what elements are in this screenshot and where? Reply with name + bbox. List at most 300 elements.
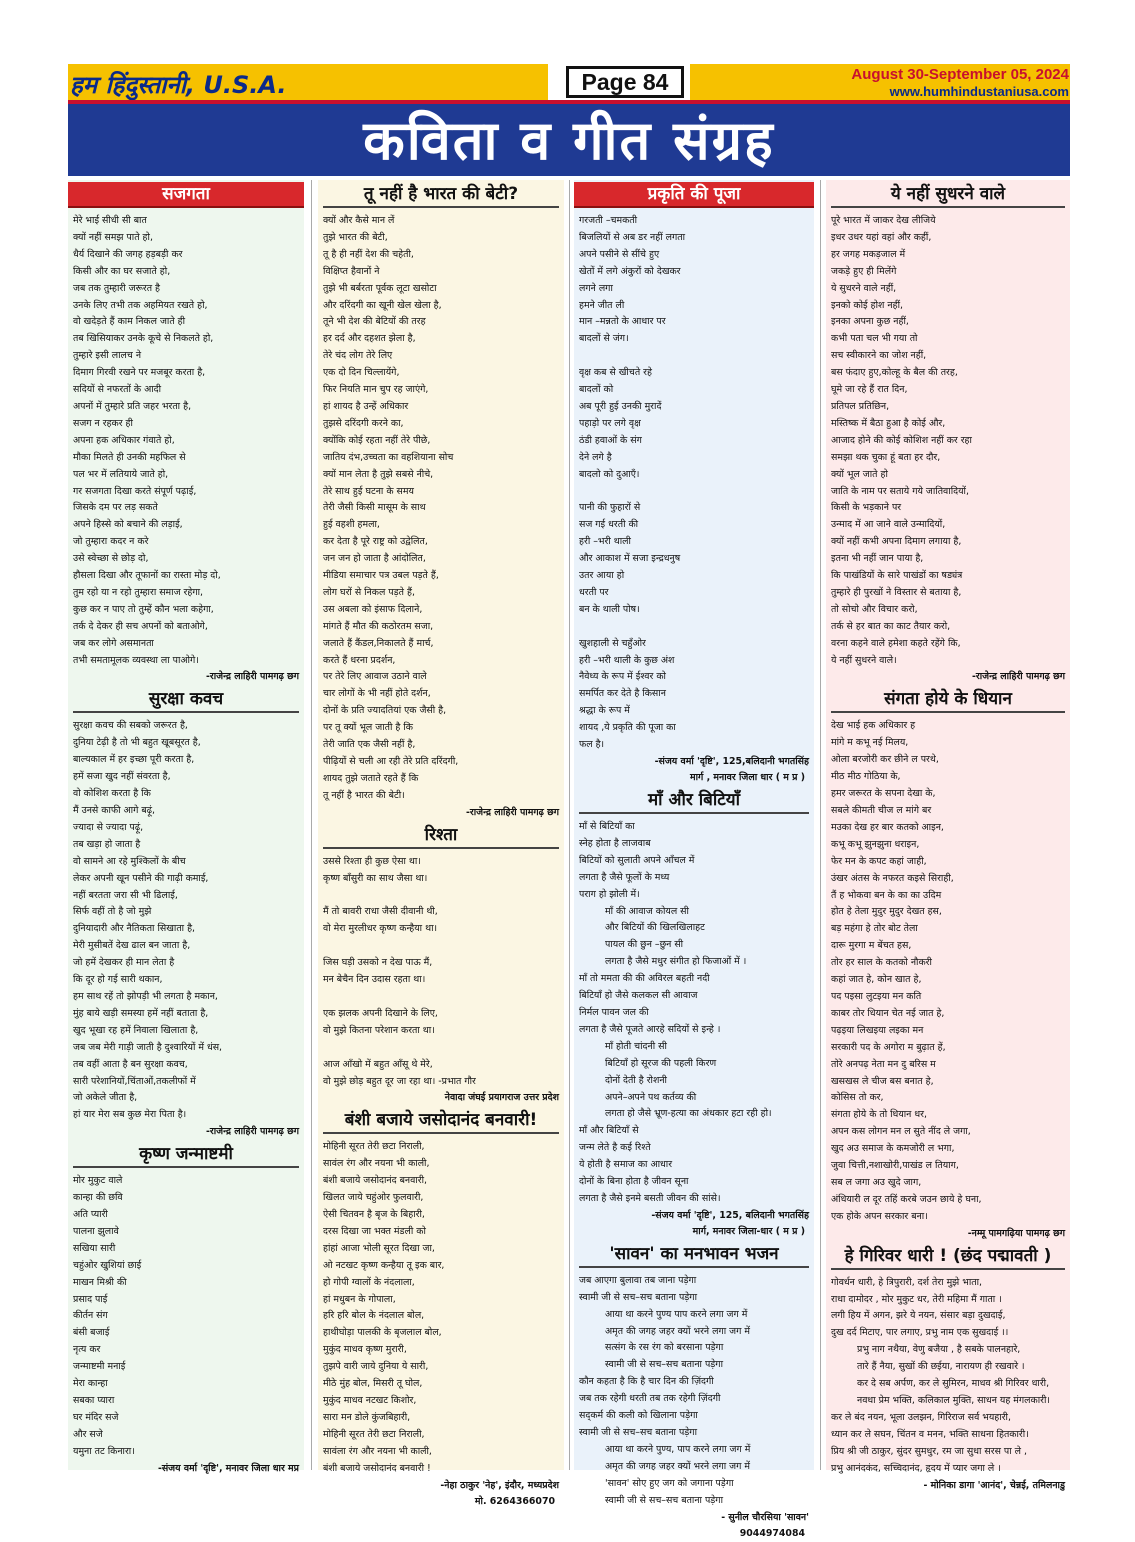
poem-line: वृक्ष कब से खीचते रहे <box>579 367 652 379</box>
poem-line: मुकुंद माधव कृष्ण मुरारी, <box>323 1344 407 1356</box>
page-number: Page 84 <box>566 66 684 98</box>
poem-line: मैं तो बावरी राधा जैसी दीवानी थी, <box>323 906 438 918</box>
column-4 <box>826 180 1070 1491</box>
poem-line: सजग न रहकर ही <box>73 417 133 429</box>
poem-line: हां शायद है उन्हें अधिकार <box>323 400 409 412</box>
poem-line: तब खिसियाकर उनके कूचे से निकलते हो, <box>73 333 214 345</box>
poem-line: जो अकेले जीता है, <box>73 1092 138 1104</box>
poem-line: मैं उनसे काफी आगे बढ़ूं, <box>73 805 155 816</box>
poem-line: उंखर अंतस के नफरत कइसे सिराही, <box>831 872 954 884</box>
poem-line: सरकारी पद के अगोरा म बुढ़ात हें, <box>831 1041 946 1053</box>
poem-line: संगता होये के तो धियान धर, <box>831 1109 927 1121</box>
poem-line: तू नहीं है भारत की बेटी। <box>323 789 405 801</box>
poem-line: शायद ,ये प्रकृति की पूजा का <box>579 722 676 734</box>
poem-line: बिटियाँ हो जैसे कलकल सी आवाज <box>579 990 698 1002</box>
poem-line: गर सजगता दिखा करते संपूर्ण पढ़ाई, <box>73 485 197 497</box>
poem-line: ये नहीं सुधरने वाले। <box>831 654 897 666</box>
poem-line: तो सोचो और विचार करो, <box>831 603 918 615</box>
poem-author: -नेहा ठाकुर 'नेह', इंदौर, मध्यप्रदेश <box>440 1479 559 1491</box>
poem-line: हरी –भरी थाली <box>579 536 631 548</box>
poem-line: किसी के भड़काने पर <box>831 502 902 514</box>
poem-line: ओ नटखट कृष्ण कन्हैया तू इक बार, <box>323 1259 445 1271</box>
poem-line <box>323 1040 559 1057</box>
poem-line: और दरिंदगी का खूनी खेल खेला है, <box>323 299 442 311</box>
poem-line: जब तक रहेगी धरती तब तक रहेगी ज़िंदगी <box>579 1393 721 1405</box>
poem-line: लगता है जैसे मधुर संगीत हो फिजाओं में । <box>605 956 747 968</box>
website-url[interactable]: www.humhindustaniusa.com <box>889 84 1069 99</box>
poem-line: सच स्वीकारने का जोश नहीं, <box>831 350 927 362</box>
poem-body <box>831 718 1065 1225</box>
poem-line: दोनों के प्रति ज्यादतियां एक जैसी है, <box>323 705 447 717</box>
poem-line: जब आएगा बुलावा तब जाना पड़ेगा <box>579 1274 697 1286</box>
poem-line: खुद भूखा रह हमें निवाला खिलाता है, <box>73 1024 199 1036</box>
poem-line: आजाद होने की कोई कोशिश नहीं कर रहा <box>831 434 972 446</box>
poem-line: खसखस ले चीज बस बनात हे, <box>831 1075 934 1087</box>
poem-line: वो खदेड़ते हैं काम निकल जाते ही <box>73 316 186 328</box>
poem-line: मुकुंद माधव नटखट किशोर, <box>323 1395 417 1406</box>
poem-line: देने लगे है <box>579 451 612 463</box>
poem-line: प्रसाद पाई <box>73 1293 108 1305</box>
poem-line: शायद तुझे जताते रहते हैं कि <box>323 772 419 784</box>
poem-line: पर तेरे लिए आवाज उठाने वाले <box>323 671 427 683</box>
poem-line: खुशहाली से चहुँओर <box>579 637 646 649</box>
poem-line: दुनिया टेढ़ी है तो भी बहुत खूबसूरत है, <box>73 737 201 749</box>
poem-line: मीडिया समाचार पत्र उबल पड़ते हैं, <box>323 570 439 582</box>
poem-author: - मोनिका डागा 'आनंद', चेन्नई, तमिलनाडु <box>923 1479 1065 1491</box>
poem-line: बंशी बजाये जसोदानंद बनवारी ! <box>323 1462 431 1474</box>
poem-line: ज्यादा से ज्यादा पढ़ूं, <box>73 821 144 833</box>
poem-line: मीठे मुंह बोल, मिसरी तू घोल, <box>323 1378 423 1390</box>
poem-line: क्यों नहीं समझ पाते हो, <box>73 231 153 243</box>
poem-line: दारू मुरगा म बेंचत हस, <box>831 940 912 952</box>
poem-line: कर ले बंद नयन, भूला उलझन, गिरिराज सर्व भयहारी, <box>831 1411 1011 1423</box>
poem-line: इनका अपना कुछ नहीं, <box>831 316 909 328</box>
poem-line: लगता है जैसे फूलों के मध्य <box>579 871 670 883</box>
poem-line: सावंला रंग और नयना भी काली, <box>323 1445 432 1457</box>
poem-line: आया था करने पुण्य पाप करने लगा जग में <box>605 1308 748 1320</box>
poem-line: पढ़इया लिखइया लइका मन <box>831 1024 924 1036</box>
poem-line: समझा थक चुका हूं बता हर दौर, <box>831 451 941 463</box>
poem-line: स्नेह होता है लाजवाब <box>579 837 651 849</box>
poem-line: तुझपे वारी जाये दुनिया ये सारी, <box>323 1361 429 1373</box>
poem-line: हाथीघोड़ा पालकी के बृजलाल बोल, <box>323 1327 442 1339</box>
poem-line <box>579 619 809 636</box>
poem-line: मन बेचैन दिन उदास रहता था। <box>323 974 426 986</box>
poem-line: एक झलक अपनी दिखाने के लिए, <box>323 1007 438 1019</box>
poem-line: पूरे भारत में जाकर देख लीजिये <box>831 215 936 226</box>
poem-line: स्वामी जी से सच–सच बताना पड़ेगा <box>605 1494 724 1506</box>
poem-line: समर्पित कर देते है किसान <box>579 688 666 700</box>
poem-line: बिटियों को सुलाती अपने आँचल में <box>579 854 695 866</box>
poem-line: नृत्य कर <box>73 1344 101 1356</box>
poem-line: कर दे सब अर्पण, कर ले सुमिरन, माधव श्री गिरिवर धारी, <box>857 1378 1050 1390</box>
poem-line: कुछ कर न पाए तो तुम्हें कौन भला कहेगा, <box>73 603 214 615</box>
poem-author-address: मो. 6264366070 <box>474 1495 555 1507</box>
poem-line: कोसिस तो कर, <box>831 1092 884 1104</box>
poem-line: निर्मल पावन जल की <box>579 1006 649 1018</box>
column-2 <box>318 180 564 1507</box>
poem-author: -राजेन्द्र लाहिरी पामगढ़ छग <box>206 1126 299 1138</box>
poem-line: देख भाई हक अधिकार ह <box>831 720 916 732</box>
poem-line: जन्माष्टमी मनाई <box>73 1361 126 1373</box>
poem-line: काबर तोर धियान चेत नई जात हे, <box>831 1007 945 1019</box>
poem-line: और सजे <box>73 1428 103 1440</box>
poem-line: वो मुझे छोड़ बहुत दूर जा रहा था। -प्रभात गौर <box>323 1075 476 1087</box>
poem-line: एक दो दिन चिल्लायेंगे, <box>323 367 400 379</box>
poem-line: जिस घड़ी उसको न देख पाऊ मैं, <box>323 957 433 969</box>
poem-line: बिटियाँ हो सूरज की पहली किरण <box>605 1057 717 1069</box>
poem-line: श्रद्धा के रूप में <box>579 705 630 717</box>
poem-line: प्रभु नाग नथैया, वेणु बजैया , है सबके पालनहारे, <box>857 1344 1021 1356</box>
poem-line: उससे रिश्ता ही कुछ ऐसा था। <box>323 855 421 867</box>
poem-line: तू है ही नहीं देश की चहेती, <box>323 248 414 260</box>
poem-line: माँ से बिटियाँ का <box>579 821 635 832</box>
poem-line: तेरे साथ हुई घटना के समय <box>323 485 414 497</box>
poem-title: ये नहीं सुधरने वाले <box>831 182 1065 208</box>
poem-line: तर्क दे देकर ही सच अपनों को बताओगे, <box>73 620 208 632</box>
column-divider <box>311 180 312 1470</box>
poem-line: नवधा प्रेम भक्ति, कलिकाल मुक्ति, साधन यह मंगलकारी। <box>857 1395 1050 1406</box>
poem-line: लगी हिय में अगन, झरे ये नयन, संसार बड़ा दुखदाई, <box>831 1310 1006 1322</box>
section-banner: कविता व गीत संग्रह <box>68 104 1070 176</box>
poem-line: लगता हो जैसे भ्रूण-हत्या का अंधकार हटा रही हो। <box>605 1108 772 1120</box>
poem-line: जब तक तुम्हारी जरूरत है <box>73 282 161 294</box>
poem-line: तुम्हारे इसी लालच ने <box>73 350 142 362</box>
poem-body <box>831 213 1065 669</box>
poem-line: बादलों से जंग। <box>579 333 629 345</box>
poem-line: स्वामी जी से सच–सच बताना पड़ेगा <box>579 1291 698 1303</box>
poem-line: स्वामी जी से सच–सच बताना पड़ेगा <box>605 1359 724 1371</box>
poem-line: सबका प्यारा <box>73 1395 115 1406</box>
poem-author: -संजय वर्मा 'दृष्टि', मनावर जिला धार मप्र <box>157 1462 299 1474</box>
poem-line: जाति के नाम पर सताये गये जातिवादियों, <box>831 485 969 497</box>
poem-line: कृष्ण बाँसुरी का साथ जैसा था। <box>323 872 428 884</box>
poem-line: जो तुम्हारा कदर न करे <box>73 536 149 548</box>
poem-line <box>323 989 559 1006</box>
poem-line: माँ और बिटियाँ से <box>579 1125 639 1137</box>
poem-line: वो कोशिश करता है कि <box>73 788 151 800</box>
poem-line: जब जब मेरी गाड़ी जाती है दुश्वारियों में धंस, <box>73 1041 223 1053</box>
poem-line: बादलों को <box>579 384 614 396</box>
poem-line: क्यों मान लेता है तुझे सबसे नीचे, <box>323 468 434 480</box>
poem-line: मेरा कान्हा <box>73 1378 108 1390</box>
poem-line: अपने पसीने से सींचे हुए <box>579 248 660 260</box>
issue-date: August 30-September 05, 2024 <box>851 66 1069 83</box>
poem-title: हे गिरिवर धारी ! (छंद पद्मावती ) <box>831 1244 1065 1270</box>
poem-line: 'सावन' सोए हुए जग को जगाना पड़ेगा <box>605 1477 734 1489</box>
poem-line: खेतों में लगे अंकुरों को देखकर <box>579 265 681 277</box>
poem-line: चहुंओर खुशियां छाई <box>73 1259 142 1271</box>
poem-line: तब खड़ा हो जाता है <box>73 838 141 850</box>
poem-line: लगता है जैसे पूजते आरहे सदियों से इन्हे । <box>579 1023 721 1035</box>
poem-line: वो सामने आ रहे मुश्किलों के बीच <box>73 855 186 867</box>
poem-line: घर मंदिर सजे <box>73 1411 119 1423</box>
poem-line: अपने–अपने पथ कर्तव्य की <box>605 1091 697 1103</box>
poem-author: -राजेन्द्र लाहिरी पामगढ़ छग <box>466 806 559 818</box>
poem-line: जन जन हो जाता है आंदोलित, <box>323 553 426 565</box>
poem-line: हां यार मेरा सब कुछ मेरा पिता है। <box>73 1109 187 1121</box>
poem-line: दरस दिखा जा भक्त मंडली को <box>323 1225 426 1237</box>
poem-line: अंधियारी ल दूर तहिं करबे जउन छाये हे घना, <box>831 1193 982 1205</box>
poem-title: कृष्ण जन्माष्टमी <box>73 1142 299 1168</box>
poem-line: जब कर लोगे असमानता <box>73 637 154 649</box>
poem-line: ऐसी चितवन है बृज के बिहारी, <box>323 1209 425 1221</box>
poem-line: कान्हा की छवि <box>73 1192 123 1204</box>
poem-line: पल भर में लतियाये जाते हो, <box>73 468 169 480</box>
poem-line: उन्माद में आ जाने वाले उन्मादियों, <box>831 519 946 531</box>
poem-line: क्यों भूल जाते हो <box>831 468 888 480</box>
poem-line: उतर आया हो <box>579 570 625 582</box>
poem-line: मीठ मीठ गोठिया के, <box>831 771 901 783</box>
poem-author: -राजेन्द्र लाहिरी पामगढ़ छग <box>972 671 1065 683</box>
poem-title: तू नहीं है भारत की बेटी? <box>323 182 559 208</box>
poem-line: दोनों देती है रोशनी <box>605 1074 667 1086</box>
poem-line: तूने भी देश की बेटियों की तरह <box>323 316 426 328</box>
poem-line: हमने जीत ली <box>579 299 625 311</box>
poem-line: धैर्य दिखाने की जगह हड़बड़ी कर <box>73 248 183 260</box>
poem-line: कहां जात हे, कोन खात हे, <box>831 974 922 986</box>
poem-line: दुख दर्द मिटाए, पार लगाए, प्रभु नाम एक सुखदाई ।। <box>831 1327 1009 1339</box>
poem-line: सारी परेशानियों,चिंताओं,तकलीफों में <box>73 1075 196 1087</box>
poem-author-address: 9044974084 <box>739 1527 805 1539</box>
poem-line: पीढ़ियों से चली आ रही तेरे प्रति दरिंदगी, <box>323 756 459 767</box>
poem-line: क्योंकि कोई रहता नहीं तेरे पीछे, <box>323 434 431 446</box>
poem-line: कीर्तन संग <box>73 1310 108 1322</box>
poem-line: तुझे भारत की बेटी, <box>323 231 388 243</box>
poem-line: लगने लगा <box>579 282 613 294</box>
poem-line: मोहिनी सूरत तेरी छटा निराली, <box>323 1141 425 1153</box>
poem-line: कि पाखंडियों के सारे पाखंडों का षड्यंत्र <box>831 570 963 582</box>
poem-line: और बिटियों की खिलखिलाहट <box>605 922 705 934</box>
poem-line <box>579 484 809 501</box>
poem-body <box>323 213 559 805</box>
poem-line: गरजती –चमकती <box>579 215 638 226</box>
poem-line: तेरी जाति एक जैसी नहीं है, <box>323 739 416 751</box>
column-divider <box>820 180 821 1470</box>
poem-line: पालना झुलावे <box>73 1225 119 1237</box>
poem-body <box>323 854 559 1091</box>
poem-author-address: मार्ग , मनावर जिला धार ( म प्र ) <box>690 772 805 783</box>
poem-line: माँ तो ममता की की अविरल बहती नदी <box>579 973 710 985</box>
poem-line: तारे हैं नैया, सुखों की छईया, नारायण ही रखवारे । <box>857 1361 1025 1373</box>
poem-line: सावंल रंग और नयना भी काली, <box>323 1158 430 1170</box>
poem-line: बिजलियों से अब डर नहीं लगता <box>579 231 686 243</box>
poem-author: नेवादा जंघई प्रयागराज उत्तर प्रदेश <box>444 1092 559 1104</box>
poem-line: मस्तिष्क में बैठा हुआ है कोई और, <box>831 417 946 429</box>
poem-line: अपने हिस्से को बचाने की लड़ाई, <box>73 519 183 531</box>
poem-author: -संजय वर्मा 'दृष्टि', 125, बलिदानी भगतसिंह <box>651 1209 809 1221</box>
poem-line: मांगते हैं मौत की कठोरतम सजा, <box>323 620 434 632</box>
poem-line: एक होके अपन सरकार बना। <box>831 1210 928 1222</box>
poem-line: कौन कहता है कि है चार दिन की ज़िंदगी <box>579 1376 714 1388</box>
poem-line: जुवा चित्ती,नशाखोरी,पाखंड ल तियाग, <box>831 1160 959 1172</box>
poem-line: अपना हक अधिकार गंवाते हो, <box>73 434 175 446</box>
poem-line: तेरे चंद लोग तेरे लिए <box>323 350 393 362</box>
poem-line: हर जगह मकड़जाल में <box>831 248 906 260</box>
poem-line: अपन कस लोगन मन ल सुते नींद ले जगा, <box>831 1126 971 1138</box>
poem-line: जो हमें देखकर ही मान लेता है <box>73 957 175 969</box>
poem-line: बंशी बजाये जसोदानंद बनवारी, <box>323 1175 428 1187</box>
poem-line: बादलो को दुआएँ। <box>579 468 640 480</box>
poem-line: लेकर अपनी खून पसीने की गाढ़ी कमाई, <box>73 872 209 884</box>
poem-line: हुई वहशी हमला, <box>323 519 380 531</box>
poem-line: कभू कभू झुनझुना धराइन, <box>831 838 920 850</box>
poem-body <box>73 1173 299 1460</box>
poem-line: अपनों में तुम्हारे प्रति जहर भरता है, <box>73 400 192 412</box>
poem-title: सुरक्षा कवच <box>73 687 299 713</box>
poem-line: तब वहीं आता है बन सुरक्षा कवच, <box>73 1058 188 1070</box>
poem-line: किसी और का घर सजाते हो, <box>73 265 171 277</box>
poem-line: सारा मन डोले कुंजबिहारी, <box>323 1411 411 1423</box>
poem-title: संगता होये के धियान <box>831 687 1065 713</box>
poem-author: -संजय वर्मा 'दृष्टि', 125,बलिदानी भगतसिंह <box>654 756 809 767</box>
poem-line: उस अबला को इंसाफ दिलाने, <box>323 603 423 615</box>
poem-line: बंसी बजाई <box>73 1327 110 1339</box>
poem-line: वो मुझे कितना परेशान करता था। <box>323 1024 435 1036</box>
poem-line: कि दूर हो गई सारी थकान, <box>73 974 163 986</box>
poem-line <box>323 938 559 955</box>
poem-line: नहीं बरतता जरा सी भी ढिलाई, <box>73 889 178 901</box>
poem-line: बाल्यकाल में हर इच्छा पूरी करता है, <box>73 754 195 766</box>
poem-line: राधा दामोदर , मोर मुकुट धर, तेरी महिमा मैं गाता । <box>831 1293 1002 1305</box>
poem-line: हांहां आजा भोली सूरत दिखा जा, <box>323 1242 435 1254</box>
brand-name: हम हिंदुस्तानी, U.S.A. <box>70 71 287 99</box>
poem-line: होत हे तेला मुदुर मुदुर देखत हस, <box>831 906 942 918</box>
poem-line: हां मधुबन के गोपाला, <box>323 1293 396 1305</box>
poem-line: जकड़े हुए ही मिलेंगे <box>831 265 897 277</box>
poem-line: हम साथ रहें तो झोपड़ी भी लगता है मकान, <box>73 990 218 1002</box>
poem-line: इनको कोई होश नहीं, <box>831 299 903 311</box>
poem-line: आज आँखो में बहुत आँसू थे मेरे, <box>323 1058 433 1070</box>
poem-line: सब ल जगा अउ खुदे जाग, <box>831 1176 922 1188</box>
poem-line: अमृत की जगह जहर क्यों भरने लगा जग में <box>605 1325 750 1337</box>
poem-line: हौसला दिखा और तूफानों का रास्ता मोड़ दो, <box>73 570 221 582</box>
poem-line: मांगे म कभू नई मिलय, <box>831 737 909 749</box>
poem-line: अति प्यारी <box>73 1209 108 1221</box>
poem-author: - सुनील चौरसिया 'सावन' <box>721 1511 809 1523</box>
poem-line: नैवेध्य के रूप में ईश्वर को <box>579 671 666 683</box>
poem-line: जलाते हैं कैंडल,निकालते हैं मार्च, <box>323 637 434 649</box>
poem-author: -नम्मू पामगढ़िया पामगढ़ छग <box>967 1227 1065 1239</box>
poem-line: यमुना तट किनारा। <box>73 1445 135 1457</box>
poem-line: लगता है जैसे इनमे बसती जीवन की सांसे। <box>579 1192 721 1204</box>
poem-title: 'सावन' का मनभावन भजन <box>579 1242 809 1268</box>
poem-body <box>73 213 299 669</box>
poem-line: बस फंदाए हुए,कोल्हू के बैल की तरह, <box>831 367 958 379</box>
poem-line: वो मेरा मुरलीधर कृष्ण कन्हैया था। <box>323 923 438 935</box>
poem-line <box>323 888 559 905</box>
poem-author: -राजेन्द्र लाहिरी पामगढ़ छग <box>206 671 299 683</box>
poem-line: पर तू क्यों भूल जाती है कि <box>323 722 413 734</box>
poem-line: कर देता है पूरे राष्ट्र को उद्वेलित, <box>323 536 428 548</box>
poem-line: तैं ह भोकवा बन के का का उदिम <box>831 889 942 901</box>
poem-line: ये सुधरने वाले नहीं, <box>831 282 897 294</box>
poem-line: माँ की आवाज कोयल सी <box>605 905 689 917</box>
poem-line: माखन मिश्री की <box>73 1276 127 1288</box>
poem-line: पद पइसा लुटइया मन कति <box>831 990 922 1002</box>
poem-body <box>831 1275 1065 1478</box>
poem-line: खिलत जाये चहुंओर फुलवारी, <box>323 1192 424 1204</box>
poem-line: जन्म लेते है कई रिश्ते <box>579 1142 651 1154</box>
poem-line: फल है। <box>579 739 605 751</box>
poem-line: तर्क से हर बात का काट तैयार करो, <box>831 620 951 632</box>
poem-line: तुझे भी बर्बरता पूर्वक लूटा खसोटा <box>323 282 437 294</box>
poem-line: सबले कीमती चीज ल मांगे बर <box>831 805 932 816</box>
poem-line: कभी पता चल भी गया तो <box>831 333 918 345</box>
poem-line: करते हैं धरना प्रदर्शन, <box>323 654 396 666</box>
poem-line: दिमाग गिरवी रखने पर मजबूर करता है, <box>73 367 206 379</box>
poem-line: जातिय दंभ,उच्चता का वहशियाना सोच <box>323 451 454 463</box>
poem-line: क्यों और कैसे मान लें <box>323 215 395 226</box>
poem-line: सत्संग के रस रंग को बरसाना पड़ेगा <box>605 1342 724 1354</box>
poem-author-address: मार्ग, मनावर जिला-धार ( म प्र ) <box>692 1225 805 1237</box>
poem-line: ये होती है समाज का आधार <box>579 1159 673 1171</box>
poem-line: वरना कहने वाले हमेशा कहते रहेंगे कि, <box>831 637 961 649</box>
poem-line: मान –मन्नतो के आधार पर <box>579 316 666 328</box>
poem-line: चार लोगों के भी नहीं होते दर्शन, <box>323 688 431 700</box>
poem-line: प्रिय श्री जी ठाकुर, सुंदर सुमधुर, रम जा सुधा सरस पा ले , <box>831 1445 1027 1457</box>
poem-title: रिश्ता <box>323 823 559 849</box>
poem-line: ठंडी हवाओं के संग <box>579 434 642 446</box>
poem-body <box>323 1139 559 1477</box>
poem-line: गोवर्धन धारी, हे त्रिपुरारी, दर्श तेरा मुझे भाता, <box>831 1276 983 1288</box>
poem-line: पराग हो झोली में। <box>579 888 640 900</box>
poem-line: फेर मन के कपट कहां जाही, <box>831 855 927 867</box>
poem-line: इधर उधर यहां वहां और कहीं, <box>831 231 932 243</box>
column-divider <box>569 180 570 1470</box>
poem-line: और आकाश में सजा इन्द्रधनुष <box>579 553 681 565</box>
poem-line: हमर जरूरत के सपना देखा के, <box>831 788 936 800</box>
poem-line: तुम्हारे ही पुरखों ने विस्तार से बताया है, <box>831 586 962 598</box>
poem-title: माँ और बिटियाँ <box>579 788 809 814</box>
poem-line <box>579 348 809 365</box>
poem-line: पानी की फुहारों से <box>579 502 641 514</box>
poem-line: इतना भी नहीं जान पाया है, <box>831 553 924 565</box>
poem-line: खुद अउ समाज के कमजोरी ल भगा, <box>831 1143 955 1155</box>
poem-line: प्रभु आनंदकंद, सच्चिदानंद, हृदय में प्यार जगा ले । <box>831 1462 1001 1474</box>
poem-line: लोग घरों से निकल पड़ते हैं, <box>323 586 415 598</box>
column-1 <box>68 180 304 1474</box>
poem-line: हो गोपी ग्वालों के नंदलाला, <box>323 1276 415 1288</box>
poem-line: मोर मुकुट वाले <box>73 1175 123 1187</box>
poem-line: आया था करने पुण्य, पाप करने लगा जग में <box>605 1443 751 1455</box>
poem-line: ओला बरजोरी कर छीने ल परथे, <box>831 754 939 766</box>
poem-line: सज गई धरती की <box>579 519 639 531</box>
poem-line: माँ होती चांदनी सी <box>605 1040 667 1052</box>
poem-line: तुम रहो या न रहो तुम्हारा समाज रहेगा, <box>73 586 204 598</box>
poem-line: सद्कर्म की कली को खिलाना पड़ेगा <box>579 1410 698 1422</box>
poem-line: अमृत की जगह जहर क्यों भरने लगा जग में <box>605 1460 750 1472</box>
poem-line: दुनियादारी और नैतिकता सिखाता है, <box>73 923 196 935</box>
poem-line: मेरी मुसीबतें देख ढाल बन जाता है, <box>73 940 191 952</box>
poem-line: बन के थाली पोष। <box>579 603 640 615</box>
poem-line: ध्यान कर ले सघन, चिंतन व मनन, भक्ति साधना हितकारी। <box>831 1428 1029 1440</box>
poem-line: तोर हर साल के कतको नौकरी <box>831 957 932 969</box>
poem-line: मोहिनी सूरत तेरी छटा निराली, <box>323 1428 425 1440</box>
poem-line: तुझसे दरिंदगी करने का, <box>323 417 404 429</box>
poem-line: पहाड़ो पर लगे वृक्ष <box>579 417 641 429</box>
poem-title: प्रकृति की पूजा <box>574 182 814 208</box>
poem-line: हरि हरि बोल के नंदलाल बोल, <box>323 1310 425 1322</box>
poem-line: हमें सजा खुद नहीं संवरता है, <box>73 771 171 783</box>
poem-line: सदियों से नफरतों के आदी <box>73 384 162 396</box>
poem-line: सुरक्षा कवच की सबको जरूरत है, <box>73 720 188 732</box>
poem-body <box>579 1273 809 1510</box>
poem-line: तभी समतामूलक व्यवस्था ला पाओगे। <box>73 654 199 666</box>
poem-line: मुंह बाये खड़ी समस्या हमें नहीं बताता है, <box>73 1007 209 1019</box>
column-3 <box>574 180 814 1539</box>
poem-line: दोनों के बिना होता है जीवन सूना <box>579 1176 689 1188</box>
